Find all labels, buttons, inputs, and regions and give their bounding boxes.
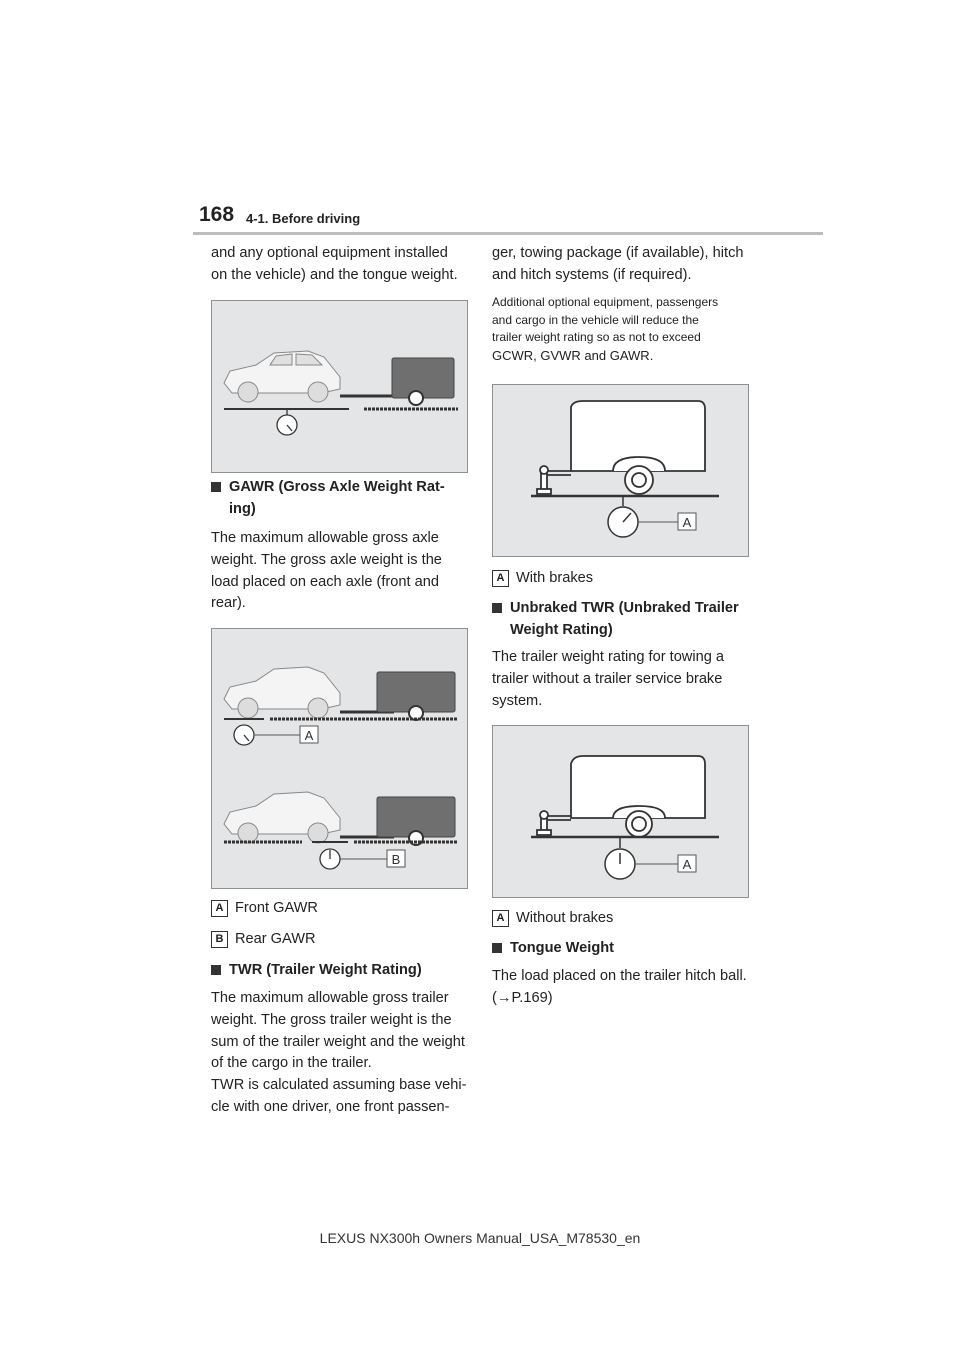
- scale-gauge-icon: [277, 409, 297, 435]
- legend-text: With brakes: [516, 570, 594, 586]
- bullet-square-icon: [211, 965, 221, 975]
- unbraked-body: [492, 647, 754, 712]
- bullet-square-icon: [492, 603, 502, 613]
- legend-key: A: [492, 910, 509, 927]
- trailer-illustration: [340, 358, 454, 405]
- text-line: on the vehicle) and the tongue weight.: [211, 266, 458, 283]
- heading-text: GAWR (Gross Axle Weight Rat-: [229, 479, 445, 495]
- twr-body: [211, 988, 473, 1119]
- section-title: 4-1. Before driving: [246, 211, 361, 226]
- heading-text: TWR (Trailer Weight Rating): [229, 962, 422, 978]
- gawr-legend: [211, 897, 473, 950]
- note-line: trailer weight rating so as not to exceed: [492, 330, 701, 344]
- heading-text: Unbraked TWR (Unbraked Trailer: [510, 600, 739, 616]
- text-line: ger, towing package (if available), hitch: [492, 245, 744, 261]
- unbraked-trailer-figure: [492, 725, 749, 898]
- legend-text: Front GAWR: [235, 900, 318, 916]
- trailer-illustration: [537, 401, 705, 494]
- scale-gauge-icon: [608, 496, 638, 537]
- gawr-heading: [211, 476, 473, 520]
- text-line: of the cargo in the trailer.: [211, 1055, 372, 1072]
- trailer-illustration: [537, 756, 705, 837]
- legend-key: B: [211, 931, 228, 948]
- vehicle-illustration: [224, 792, 340, 843]
- bullet-square-icon: [211, 482, 221, 492]
- gawr-body: [211, 528, 473, 615]
- bullet-square-icon: [492, 943, 502, 953]
- gawr-figure: [211, 628, 468, 889]
- text-line: TWR is calculated assuming base vehi-: [211, 1077, 467, 1094]
- right-intro: [492, 243, 754, 287]
- text-line: cle with one driver, one front passen-: [211, 1098, 450, 1115]
- header-rule: [193, 232, 823, 235]
- text-line: The load placed on the trailer hitch ball.: [492, 968, 747, 984]
- text-line: and hitch systems (if required).: [492, 266, 692, 283]
- text-line: sum of the trailer weight and the weight: [211, 1033, 465, 1050]
- callout-label-a: A: [682, 857, 692, 872]
- right-note: [492, 294, 754, 364]
- braked-trailer-figure: [492, 384, 749, 557]
- braked-legend: [492, 567, 754, 589]
- page-number: 168: [199, 203, 235, 226]
- text-line: system.: [492, 692, 543, 709]
- page-reference-link[interactable]: (→P.169): [492, 989, 553, 1006]
- legend-text: Without brakes: [516, 910, 614, 926]
- unbraked-legend: [492, 907, 754, 929]
- text-line: trailer without a trailer service brake: [492, 670, 723, 687]
- left-intro: [211, 243, 473, 287]
- text-line: load placed on each axle (front and: [211, 573, 439, 590]
- note-line: GCWR, GVWR and GAWR.: [492, 347, 654, 363]
- tongue-body: [492, 966, 754, 1010]
- tongue-heading: [492, 937, 754, 959]
- callout-label-a: A: [682, 515, 692, 530]
- unbraked-heading: [492, 597, 754, 641]
- text-line: rear).: [211, 595, 246, 612]
- note-line: and cargo in the vehicle will reduce the: [492, 312, 699, 327]
- vehicle-illustration: [224, 351, 340, 402]
- callout-label-a: A: [304, 728, 314, 743]
- callout-label-b: B: [391, 852, 401, 867]
- legend-text: Rear GAWR: [235, 931, 316, 947]
- text-line: weight. The gross trailer weight is the: [211, 1011, 452, 1028]
- scale-gauge-icon: [234, 725, 254, 745]
- text-line: The trailer weight rating for towing a: [492, 649, 724, 665]
- text-line: The maximum allowable gross trailer: [211, 990, 449, 1006]
- text-line: weight. The gross axle weight is the: [211, 551, 442, 568]
- scale-gauge-icon: [320, 849, 340, 869]
- text-line: and any optional equipment installed: [211, 245, 448, 261]
- gvwr-figure: [211, 300, 468, 473]
- footer-manual-id: LEXUS NX300h Owners Manual_USA_M78530_en: [319, 1230, 641, 1246]
- legend-key: A: [492, 570, 509, 587]
- heading-text: ing): [229, 501, 256, 517]
- legend-key: A: [211, 900, 228, 917]
- scale-gauge-icon: [605, 837, 635, 879]
- vehicle-illustration: [224, 667, 340, 718]
- text-line: The maximum allowable gross axle: [211, 530, 439, 546]
- heading-text: Tongue Weight: [510, 940, 615, 956]
- note-line: Additional optional equipment, passengers: [492, 295, 719, 309]
- heading-text: Weight Rating): [510, 622, 613, 638]
- twr-heading: [211, 959, 473, 981]
